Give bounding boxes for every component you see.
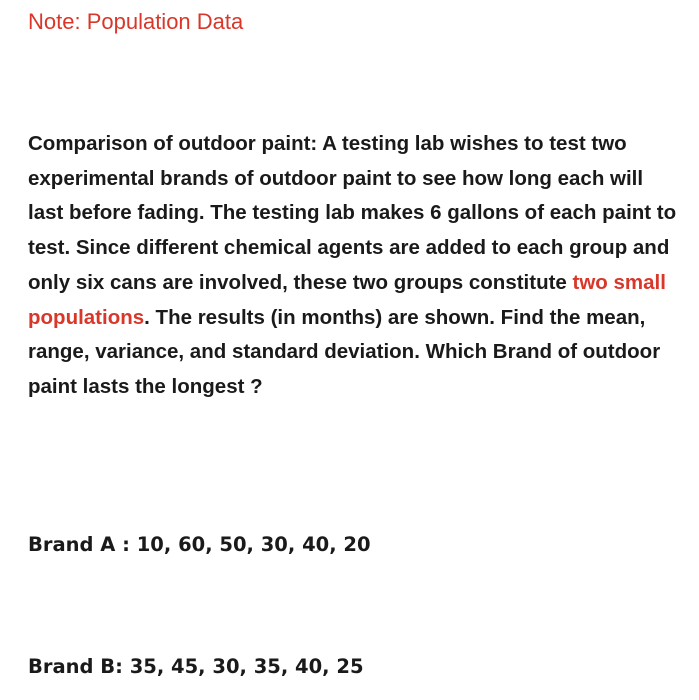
problem-text-part1: Comparison of outdoor paint: A testing lab wishes to test two experimental brands of outdoor paint to see how long each will last before fading. The testing lab makes 6 gallons of each paint to test. Since different chemical agents are added to each group and only six cans are involved, these two groups constitute — [28, 132, 677, 294]
problem-statement — [28, 127, 678, 405]
brand-b-data: Brand B: 35, 45, 30, 35, 40, 25 — [28, 655, 364, 678]
note-heading: Note: Population Data — [28, 9, 244, 34]
brand-a-data: Brand A : 10, 60, 50, 30, 40, 20 — [28, 533, 371, 556]
problem-text-part2: . The results (in months) are shown. Find the mean, range, variance, and standard deviation. Which Brand of outdoor paint lasts the longest ? — [28, 305, 661, 398]
problem-highlight: two small populations — [28, 270, 666, 329]
